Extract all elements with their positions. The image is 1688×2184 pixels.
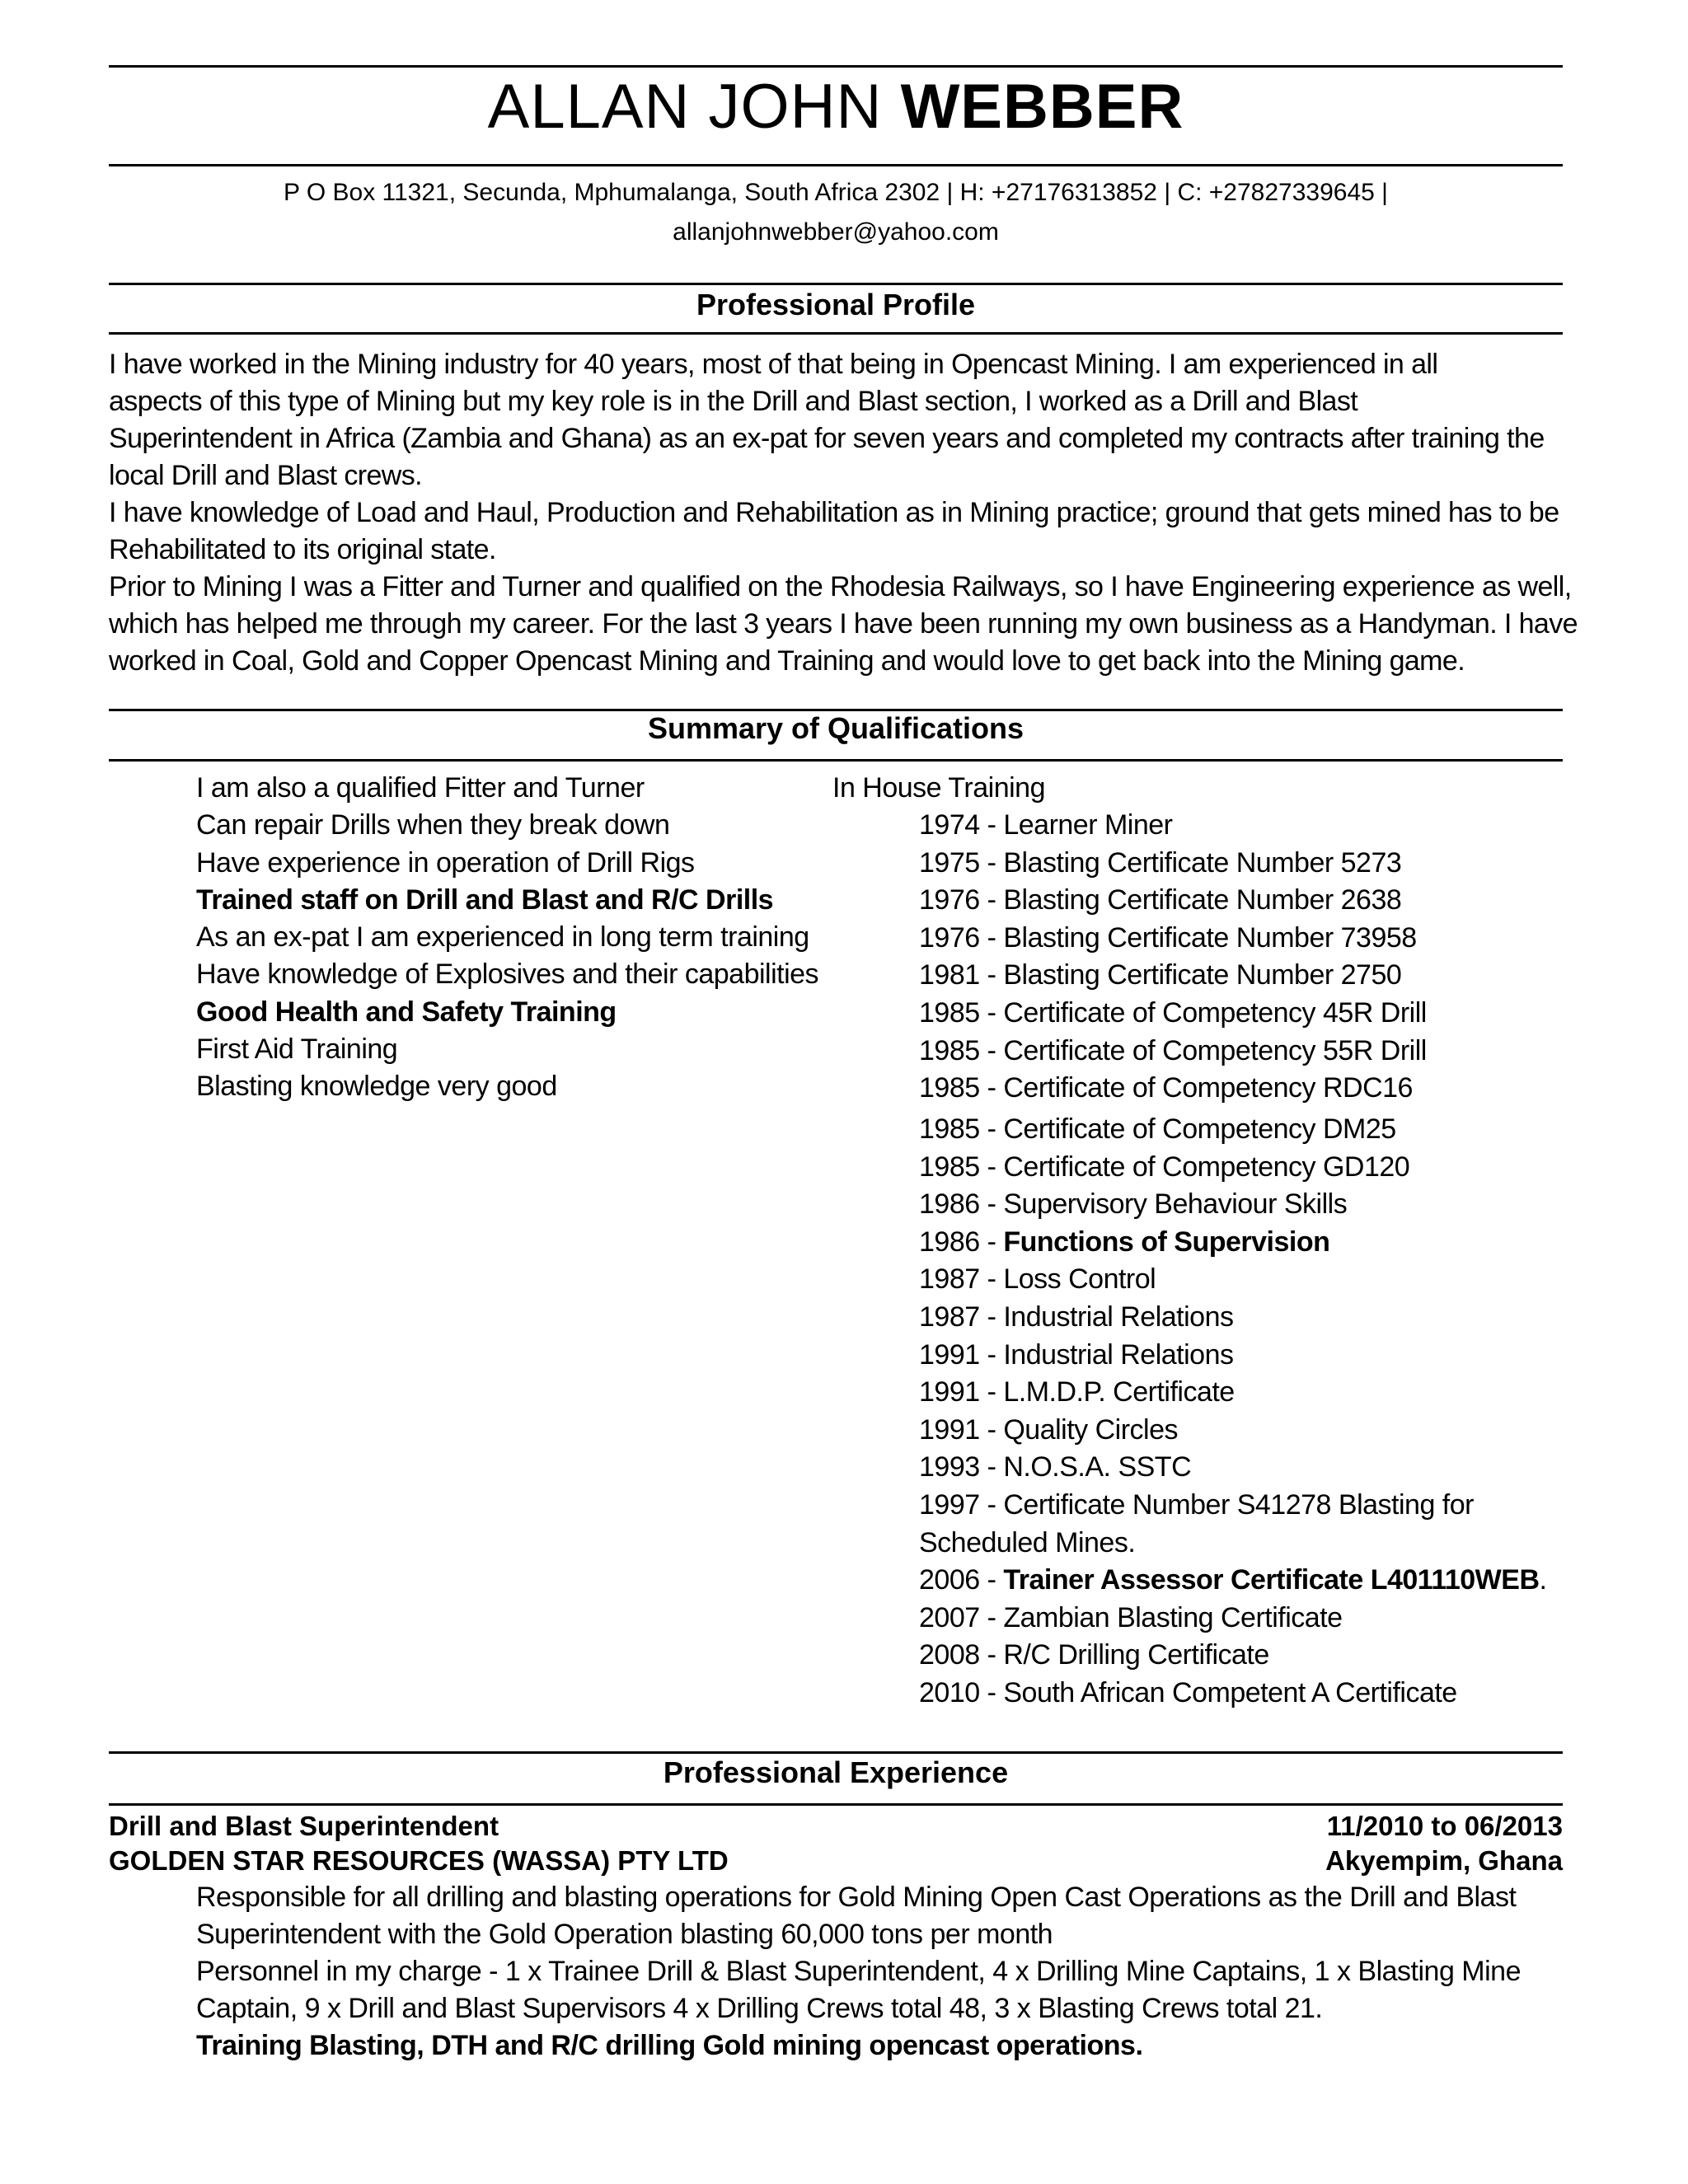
training-item: 1975 - Blasting Certificate Number 5273 — [919, 846, 1402, 879]
name-first: ALLAN JOHN — [487, 72, 883, 142]
training-item: 1987 - Industrial Relations — [919, 1301, 1234, 1333]
training-item: 1985 - Certificate of Competency 45R Drill — [919, 996, 1427, 1029]
profile-line: which has helped me through my career. For the last 3 years I have been running my own business as a Handyman. I have — [109, 608, 1578, 640]
qualification-item: Blasting knowledge very good — [196, 1071, 557, 1103]
training-suffix: . — [1539, 1564, 1547, 1596]
qualifications-list — [196, 770, 823, 1106]
duty-line-bold: Training Blasting, DTH and R/C drilling Gold mining opencast operations. — [196, 2030, 1143, 2061]
training-item: 1976 - Blasting Certificate Number 73958 — [919, 921, 1417, 954]
section-heading-profile: Professional Profile — [696, 288, 976, 321]
candidate-name — [109, 70, 1563, 144]
qualification-item: Trained staff on Drill and Blast and R/C Drills — [196, 883, 774, 916]
qualification-item: As an ex-pat I am experienced in long term training — [196, 921, 809, 954]
training-item: 1974 - Learner Miner — [919, 809, 1173, 841]
name-last: WEBBER — [900, 72, 1184, 142]
profile-line: I have knowledge of Load and Haul, Production and Rehabilitation as in Mining practice; ground that gets mined has to be — [109, 497, 1559, 528]
training-title-bold: Trainer Assessor Certificate L401110WEB — [1003, 1564, 1540, 1596]
job-duties — [196, 1879, 1581, 2064]
training-item: 1997 - Certificate Number S41278 Blasting for — [919, 1488, 1474, 1521]
training-item: 1985 - Certificate of Competency DM25 — [919, 1113, 1396, 1145]
in-house-training-heading: In House Training — [832, 772, 1045, 804]
job-company-row — [109, 1844, 1563, 1878]
profile-line: Superintendent in Africa (Zambia and Ghana) as an ex-pat for seven years and completed my contracts after training the — [109, 423, 1545, 454]
training-year: 1986 - — [919, 1226, 1004, 1258]
qualification-item: Have knowledge of Explosives and their capabilities — [196, 958, 819, 991]
training-title-bold: Functions of Supervision — [1003, 1226, 1330, 1258]
section-rule — [109, 1803, 1563, 1806]
training-item: 1991 - L.M.D.P. Certificate — [919, 1376, 1235, 1408]
qualification-item: Good Health and Safety Training — [196, 996, 617, 1028]
duty-line: Responsible for all drilling and blasting operations for Gold Mining Open Cast Operations as the Drill and Blast — [196, 1882, 1517, 1913]
profile-line: Rehabilitated to its original state. — [109, 534, 496, 565]
profile-line: I have worked in the Mining industry for 40 years, most of that being in Opencast Mining. I am experienced in all — [109, 349, 1438, 380]
training-list-a — [919, 807, 1578, 1108]
section-rule — [109, 332, 1563, 335]
training-item: 1976 - Blasting Certificate Number 2638 — [919, 884, 1402, 916]
job-dates: 11/2010 to 06/2013 — [1326, 1811, 1563, 1841]
training-item — [919, 1224, 1578, 1262]
contact-address-phones: P O Box 11321, Secunda, Mphumalanga, South Africa 2302 | H: +27176313852 | C: +27827339645 | — [284, 179, 1388, 206]
name-rule — [109, 164, 1563, 166]
section-rule — [109, 759, 1563, 762]
training-item: Scheduled Mines. — [919, 1526, 1136, 1558]
profile-line: local Drill and Blast crews. — [109, 460, 422, 491]
training-year: 2006 - — [919, 1564, 1004, 1596]
training-item: 1985 - Certificate of Competency 55R Drill — [919, 1034, 1427, 1066]
training-item: 1993 - N.O.S.A. SSTC — [919, 1451, 1192, 1483]
job-title: Drill and Blast Superintendent — [109, 1811, 499, 1841]
training-item: 1985 - Certificate of Competency RDC16 — [919, 1072, 1413, 1104]
job-title-row — [109, 1809, 1563, 1844]
training-item: 1991 - Industrial Relations — [919, 1338, 1234, 1371]
qualification-item: Can repair Drills when they break down — [196, 809, 670, 841]
contact-email: allanjohnwebber@yahoo.com — [673, 218, 999, 246]
section-heading-experience: Professional Experience — [663, 1755, 1009, 1789]
profile-line: Prior to Mining I was a Fitter and Turner and qualified on the Rhodesia Railways, so I have Engineering experience as well, — [109, 571, 1572, 602]
training-item: 1986 - Supervisory Behaviour Skills — [919, 1188, 1348, 1221]
qualification-item: Have experience in operation of Drill Rigs — [196, 846, 695, 879]
training-item: 2008 - R/C Drilling Certificate — [919, 1639, 1269, 1671]
company-name: GOLDEN STAR RESOURCES (WASSA) PTY LTD — [109, 1845, 729, 1876]
job-location: Akyempim, Ghana — [1325, 1845, 1563, 1876]
training-item — [919, 1562, 1578, 1600]
qualification-item: I am also a qualified Fitter and Turner — [196, 772, 645, 804]
top-rule — [109, 65, 1563, 68]
profile-line: worked in Coal, Gold and Copper Opencast Mining and Training and would love to get back into the Mining game. — [109, 645, 1465, 677]
training-list-b — [919, 1111, 1578, 1713]
section-heading-qualifications: Summary of Qualifications — [647, 711, 1025, 745]
training-item: 1991 - Quality Circles — [919, 1413, 1179, 1446]
qualification-item: First Aid Training — [196, 1033, 398, 1066]
training-item: 1981 - Blasting Certificate Number 2750 — [919, 959, 1402, 991]
training-item: 2007 - Zambian Blasting Certificate — [919, 1601, 1343, 1633]
training-item: 2010 - South African Competent A Certificate — [919, 1676, 1457, 1708]
duty-line: Captain, 9 x Drill and Blast Supervisors 4 x Drilling Crews total 48, 3 x Blasting Crews total 21. — [196, 1993, 1323, 2024]
duty-line: Personnel in my charge - 1 x Trainee Drill & Blast Superintendent, 4 x Drilling Mine Captains, 1 x Blasting Mine — [196, 1956, 1521, 1987]
profile-text — [109, 346, 1609, 680]
training-item: 1987 - Loss Control — [919, 1263, 1156, 1296]
section-rule — [109, 1751, 1563, 1754]
duty-line: Superintendent with the Gold Operation blasting 60,000 tons per month — [196, 1919, 1053, 1950]
section-rule — [109, 283, 1563, 285]
profile-line: aspects of this type of Mining but my key role is in the Drill and Blast section, I worked as a Drill and Blast — [109, 386, 1358, 417]
training-item: 1985 - Certificate of Competency GD120 — [919, 1151, 1410, 1183]
